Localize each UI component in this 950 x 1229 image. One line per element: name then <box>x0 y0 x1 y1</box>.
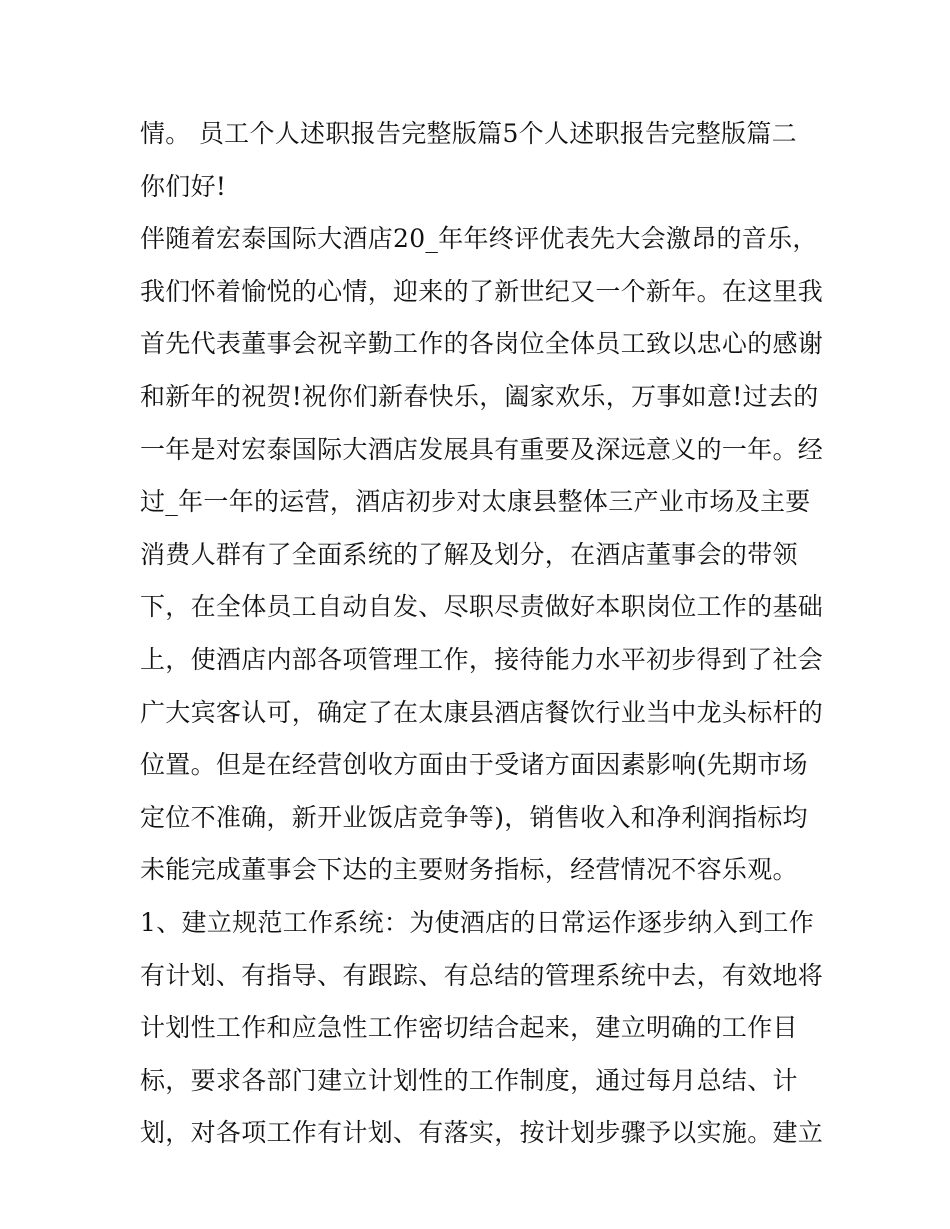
document-body <box>140 108 824 1160</box>
text-line: 计划性工作和应急性工作密切结合起来，建立明确的工作目 <box>140 1013 798 1043</box>
text-line: 你们好! <box>140 171 227 201</box>
text-line: 广大宾客认可，确定了在太康县酒店餐饮行业当中龙头标杆的 <box>140 697 824 727</box>
text-line: 我们怀着愉悦的心情，迎来的了新世纪又一个新年。在这里我 <box>140 276 824 306</box>
text-line: 未能完成董事会下达的主要财务指标，经营情况不容乐观。 <box>140 855 798 885</box>
text-line: 上，使酒店内部各项管理工作，接待能力水平初步得到了社会 <box>140 644 824 674</box>
text-line: 有计划、有指导、有跟踪、有总结的管理系统中去，有效地将 <box>140 960 824 990</box>
text-line: 过_年一年的运营，酒店初步对太康县整体三产业市场及主要 <box>140 487 811 517</box>
text-line: 首先代表董事会祝辛勤工作的各岗位全体员工致以忠心的感谢 <box>140 329 824 359</box>
text-line: 1、建立规范工作系统：为使酒店的日常运作逐步纳入到工作 <box>140 907 815 937</box>
text-line: 位置。但是在经营创收方面由于受诸方面因素影响(先期市场 <box>140 750 808 780</box>
text-line: 一年是对宏泰国际大酒店发展具有重要及深远意义的一年。经 <box>140 434 824 464</box>
text-line: 划，对各项工作有计划、有落实，按计划步骤予以实施。建立 <box>140 1118 824 1148</box>
text-line: 伴随着宏泰国际大酒店20_年年终评优表先大会激昂的音乐， <box>140 224 818 254</box>
text-line: 情。 员工个人述职报告完整版篇5个人述职报告完整版篇二 <box>140 119 797 148</box>
text-line: 下，在全体员工自动自发、尽职尽责做好本职岗位工作的基础 <box>140 592 824 622</box>
text-line: 标，要求各部门建立计划性的工作制度，通过每月总结、计 <box>140 1065 798 1095</box>
text-line: 定位不准确，新开业饭店竞争等)，销售收入和净利润指标均 <box>140 802 808 832</box>
text-line: 和新年的祝贺!祝你们新春快乐，阖家欢乐，万事如意!过去的 <box>140 381 819 411</box>
text-line: 消费人群有了全面系统的了解及划分，在酒店董事会的带领 <box>140 539 798 569</box>
